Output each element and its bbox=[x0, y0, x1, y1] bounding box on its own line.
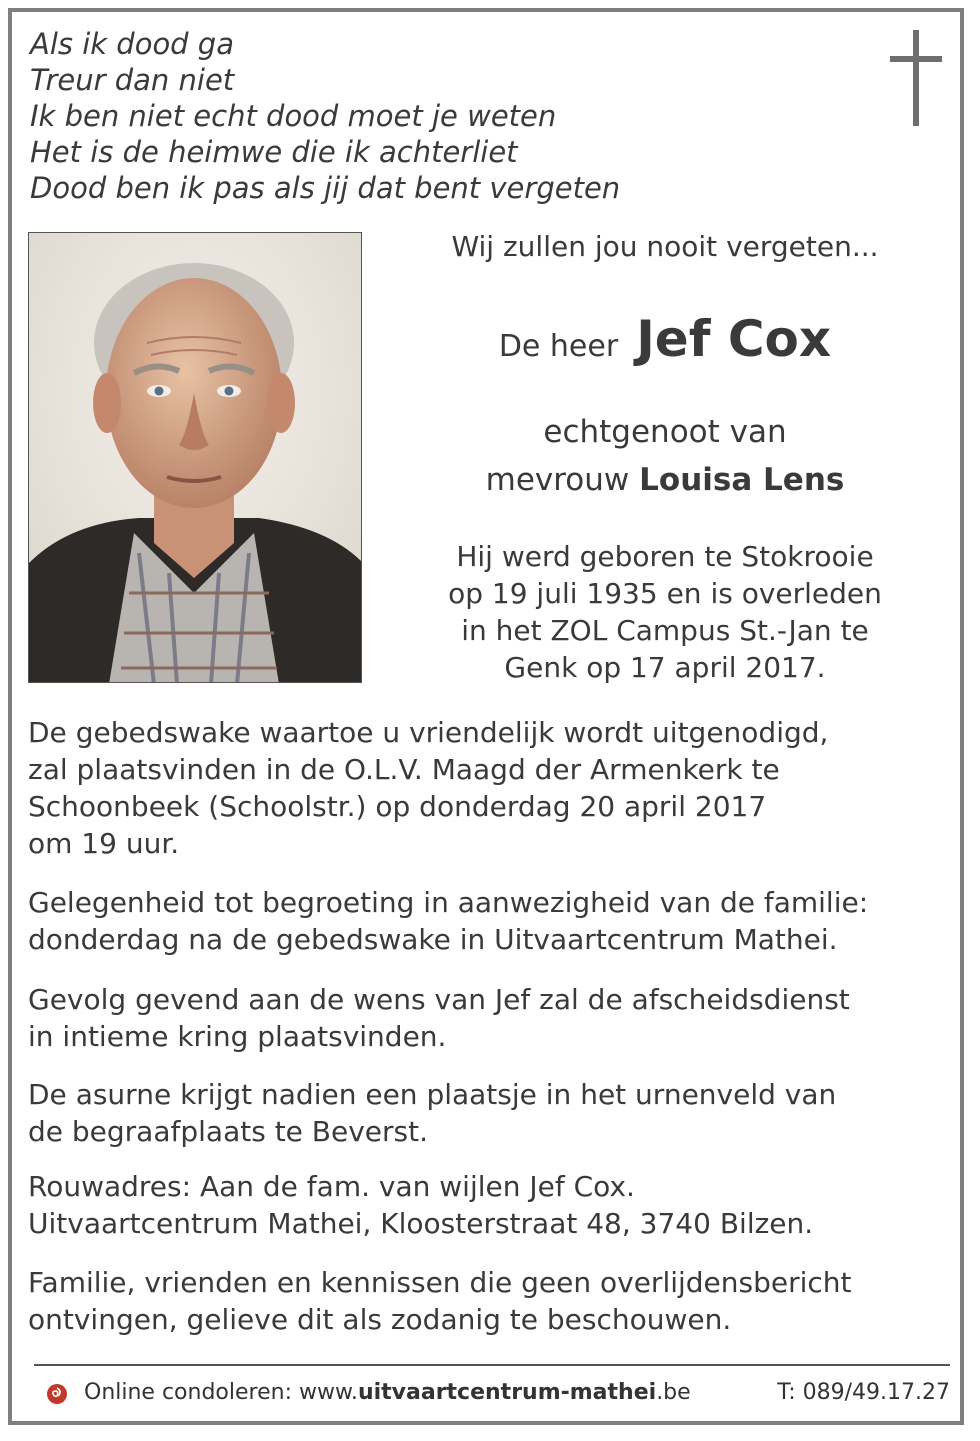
portrait-illustration bbox=[29, 233, 362, 683]
phone-number: T: 089/49.17.27 bbox=[777, 1380, 950, 1405]
birth-line: op 19 juli 1935 en is overleden bbox=[448, 577, 882, 610]
poem-line: Ik ben niet echt dood moet je weten bbox=[30, 99, 557, 133]
paragraph-line: om 19 uur. bbox=[28, 827, 180, 860]
visitation-paragraph bbox=[28, 884, 958, 958]
paragraph-line: De gebedswake waartoe u vriendelijk wordt uitgenodigd, bbox=[28, 716, 829, 749]
paragraph-line: Gelegenheid tot begroeting in aanwezigheid van de familie: bbox=[28, 886, 869, 919]
spouse-block bbox=[380, 408, 950, 504]
birth-death-info bbox=[380, 538, 950, 686]
paragraph-line: Familie, vrienden en kennissen die geen overlijdensbericht bbox=[28, 1266, 852, 1299]
deceased-name-line bbox=[380, 310, 950, 368]
condolence-label: Online condoleren: www. bbox=[84, 1380, 358, 1405]
paragraph-line: Schoonbeek (Schoolstr.) op donderdag 20 april 2017 bbox=[28, 790, 767, 823]
paragraph-line: De asurne krijgt nadien een plaatsje in het urnenveld van bbox=[28, 1078, 837, 1111]
urn-paragraph bbox=[28, 1076, 958, 1150]
poem-line: Treur dan niet bbox=[30, 63, 235, 97]
paragraph-line: ontvingen, gelieve dit als zodanig te beschouwen. bbox=[28, 1303, 732, 1336]
tagline: Wij zullen jou nooit vergeten... bbox=[451, 230, 879, 263]
cross-icon bbox=[890, 30, 942, 126]
mourning-address-paragraph bbox=[28, 1168, 958, 1242]
condolence-domain: uitvaartcentrum-mathei bbox=[357, 1380, 657, 1405]
spouse-prefix: mevrouw bbox=[485, 462, 630, 498]
paragraph-line: donderdag na de gebedswake in Uitvaartcentrum Mathei. bbox=[28, 923, 838, 956]
spouse-name: Louisa Lens bbox=[639, 462, 845, 498]
poem-line: Dood ben ik pas als jij dat bent vergeten bbox=[30, 171, 621, 205]
spouse-line bbox=[380, 456, 950, 504]
portrait-photo bbox=[28, 232, 362, 683]
poem-line: Het is de heimwe die ik achterliet bbox=[30, 135, 518, 169]
footer bbox=[44, 1378, 950, 1412]
name-prefix: De heer bbox=[498, 329, 619, 364]
online-condolence-link[interactable] bbox=[84, 1380, 691, 1405]
poem-line: Als ik dood ga bbox=[30, 27, 234, 61]
paragraph-line: Rouwadres: Aan de fam. van wijlen Jef Cox. bbox=[28, 1170, 635, 1203]
birth-line: Genk op 17 april 2017. bbox=[504, 651, 826, 684]
spouse-intro: echtgenoot van bbox=[543, 414, 787, 450]
notice-paragraph bbox=[28, 1264, 958, 1338]
poem bbox=[30, 26, 620, 206]
vigil-paragraph bbox=[28, 714, 958, 862]
paragraph-line: de begraafplaats te Beverst. bbox=[28, 1115, 429, 1148]
condolence-tld: .be bbox=[656, 1380, 691, 1405]
paragraph-line: Uitvaartcentrum Mathei, Kloosterstraat 48, 3740 Bilzen. bbox=[28, 1207, 814, 1240]
service-paragraph bbox=[28, 981, 958, 1055]
paragraph-line: Gevolg gevend aan de wens van Jef zal de afscheidsdienst bbox=[28, 983, 850, 1016]
birth-line: in het ZOL Campus St.-Jan te bbox=[461, 614, 869, 647]
paragraph-line: zal plaatsvinden in de O.L.V. Maagd der Armenkerk te bbox=[28, 753, 780, 786]
deceased-name: Jef Cox bbox=[636, 310, 832, 368]
birth-line: Hij werd geboren te Stokrooie bbox=[456, 540, 874, 573]
paragraph-line: in intieme kring plaatsvinden. bbox=[28, 1020, 447, 1053]
rose-icon bbox=[46, 1383, 68, 1405]
footer-divider bbox=[34, 1364, 950, 1366]
